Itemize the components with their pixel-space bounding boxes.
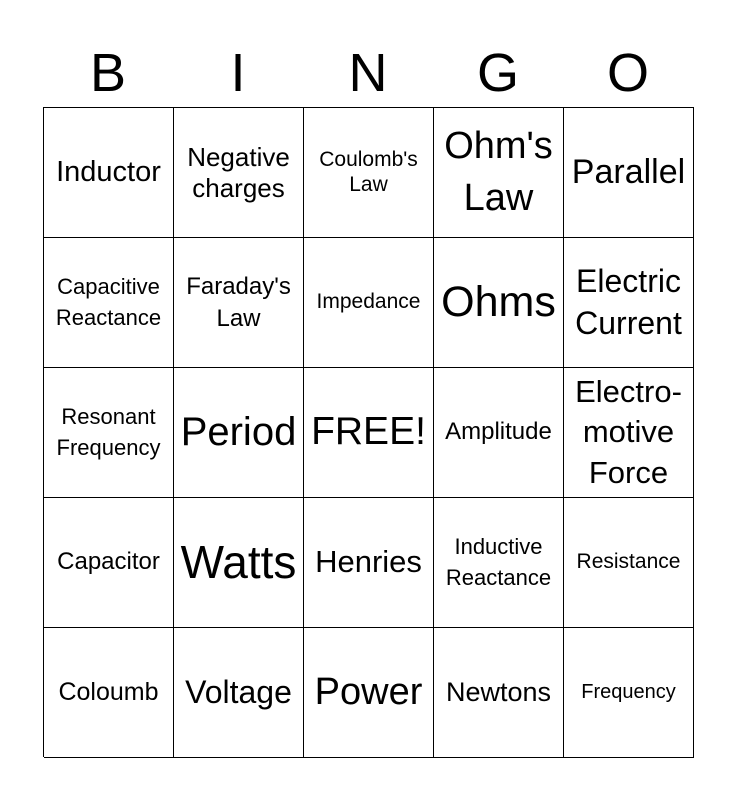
bingo-cell[interactable] — [44, 238, 174, 368]
bingo-cell[interactable] — [174, 628, 304, 758]
bingo-cell[interactable] — [174, 368, 304, 498]
header-letter-o: O — [606, 43, 649, 103]
bingo-board — [43, 107, 694, 757]
cell-label: Power — [314, 671, 423, 714]
bingo-cell[interactable] — [304, 238, 434, 368]
cell-label: Newtons — [445, 676, 552, 707]
header-letter-b: B — [89, 43, 127, 103]
bingo-cell[interactable] — [304, 628, 434, 758]
cell-label: Inductive Reactance — [445, 533, 552, 590]
bingo-cell[interactable] — [44, 108, 174, 238]
cell-label: Electric Current — [575, 262, 682, 341]
bingo-cell[interactable] — [174, 238, 304, 368]
cell-label: Capacitive Reactance — [55, 273, 162, 330]
bingo-cell[interactable] — [564, 238, 694, 368]
bingo-cell[interactable] — [44, 628, 174, 758]
cell-label: Period — [180, 409, 297, 454]
cell-label: Inductor — [56, 156, 161, 189]
bingo-cell[interactable] — [434, 498, 564, 628]
bingo-cell[interactable] — [564, 368, 694, 498]
cell-label: Watts — [180, 536, 297, 589]
bingo-cell[interactable] — [304, 108, 434, 238]
bingo-cell[interactable] — [564, 108, 694, 238]
bingo-cell[interactable] — [174, 108, 304, 238]
cell-label: Coulomb's Law — [319, 147, 418, 196]
cell-label: Coloumb — [58, 677, 159, 706]
bingo-cell[interactable] — [434, 108, 564, 238]
cell-label: Resonant Frequency — [56, 403, 161, 460]
bingo-cell[interactable] — [434, 628, 564, 758]
cell-label: Amplitude — [445, 418, 552, 446]
bingo-cell[interactable] — [44, 498, 174, 628]
cell-label: Ohm's Law — [444, 125, 553, 219]
header-letter-n: N — [348, 43, 388, 103]
header-letter-i: I — [230, 43, 246, 103]
cell-label: Frequency — [581, 680, 676, 703]
bingo-cell[interactable] — [564, 498, 694, 628]
bingo-cell[interactable] — [564, 628, 694, 758]
cell-label: Negative charges — [187, 141, 290, 203]
bingo-cell[interactable] — [434, 368, 564, 498]
cell-label: Faraday's Law — [186, 273, 291, 332]
bingo-cell[interactable] — [304, 498, 434, 628]
bingo-cell[interactable] — [434, 238, 564, 368]
header-letter-g: G — [476, 43, 519, 103]
cell-label: Ohms — [441, 278, 556, 327]
bingo-header — [43, 40, 693, 106]
bingo-cell[interactable] — [304, 368, 434, 498]
cell-label: Capacitor — [57, 548, 160, 576]
cell-label: Resistance — [576, 550, 681, 574]
bingo-cell[interactable] — [174, 498, 304, 628]
cell-label: Voltage — [185, 673, 292, 710]
bingo-cell[interactable] — [44, 368, 174, 498]
cell-label: Parallel — [571, 153, 686, 192]
cell-label: FREE! — [311, 410, 426, 454]
cell-label: Henries — [315, 544, 422, 580]
cell-label: Electro-motive Force — [575, 374, 682, 490]
cell-label: Impedance — [316, 290, 421, 314]
